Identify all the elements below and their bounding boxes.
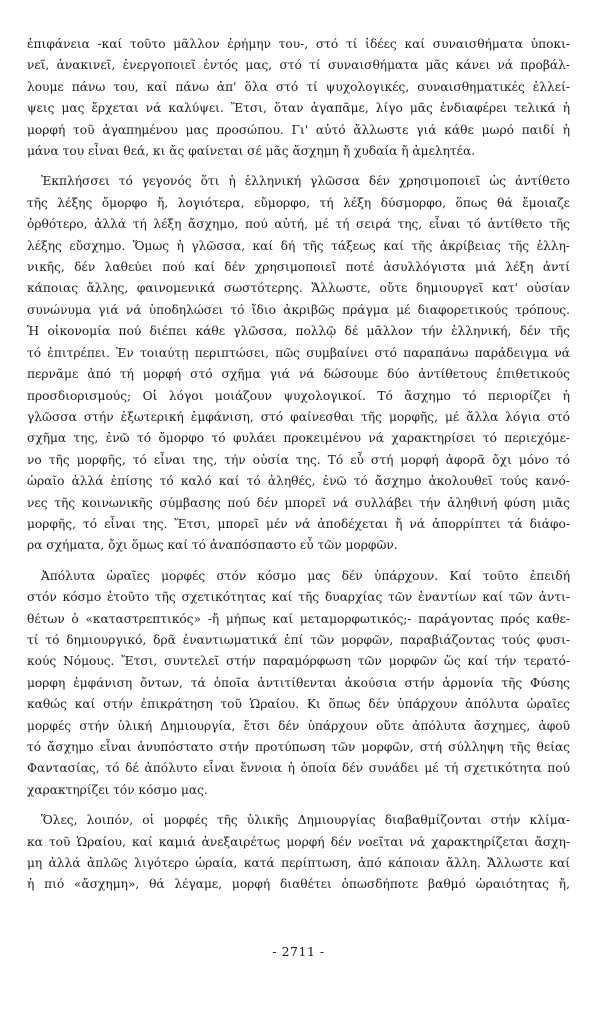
text-line: νικῆς, δέν λαθεύει πού καί δέν χρησιμοποιεῖ ποτέ ἀσυλλόγιστα μιά λέξη ἀντί — [27, 260, 570, 275]
text-line: Ἡ οἰκονομία πού διέπει κάθε γλῶσσα, πολλῷ δέ μᾶλλον τήν ἑλληνική, δέν τῆς — [27, 324, 570, 339]
text-line: ὡραῖο ἀλλά ἐπίσης τό καλό καί τό ἀληθές, ἐνῶ τό ἄσχημο ἀκολουθεῖ τούς κανό- — [27, 474, 570, 489]
text-line: θέτων ὁ «καταστρεπτικός» -ἤ μήπως καί μεταμορφωτικός;- παράγοντας πρός καθε- — [27, 611, 570, 626]
text-line: γλῶσσα στήν ἐξωτερική ἐμφάνιση, στό φαίνεσθαι τῆς μορφῆς, μέ ἄλλα λόγια στό — [27, 409, 570, 424]
text-line: μάνα του εἶναι θεά, κι ἄς φαίνεται σέ μᾶς ἄσχημη ἤ χυδαία ἤ ἀμελητέα. — [27, 144, 476, 159]
paragraph-3 — [27, 566, 570, 801]
text-line: κούς Νόμους. Ἔτσι, συντελεῖ στήν παραμόρφωση τῶν μορφῶν ὥς καί τήν τερατό- — [27, 654, 570, 669]
text-line: τῆς λέξης ὄμορφο ἤ, λογιότερα, εὔμορφο, τή λέξη δύσμορφο, ὅπως θά ἔμοιαζε — [27, 195, 570, 210]
text-line: Ὅλες, λοιπόν, οἱ μορφές τῆς ὑλικῆς Δημιουργίας διαβαθμίζονται στήν κλίμα- — [41, 813, 570, 828]
text-line: μορφή τοῦ ἀγαπημένου μας προσώπου. Γι' αὐτό ἄλλωστε γιά κάθε μωρό παιδί ἡ — [27, 122, 570, 137]
text-line: νεῖ, ἀνακινεῖ, ἐνεργοποιεῖ ἐντός μας, στό τί συναισθήματα μᾶς κάνει νά προβάλ- — [27, 58, 570, 73]
text-line: συνώνυμα γιά νά ὑποδηλώσει τό ἴδιο ἀκριβῶς πράγμα μέ διαφορετικούς τρόπους. — [27, 302, 570, 317]
text-line: στόν κόσμο ἐτοῦτο τῆς σχετικότητας καί τῆς δυαρχίας τῶν ἐναντίων καί τῶν ἀντι- — [27, 590, 570, 605]
text-line: ψεις μας ἔρχεται νά καλύψει. Ἔτσι, ὅταν ἀγαπᾶμε, λίγο μᾶς ἐνδιαφέρει τελικά ἡ — [27, 101, 570, 116]
text-line: Φαντασίας, τό δέ ἀπόλυτο εἶναι ἔννοια ἡ ὁποία δέν συνάδει μέ τή σχετικότητα πού — [27, 761, 570, 776]
text-line: μορφη ἐμφάνιση ὄντων, τά ὁποῖα ἀντιτίθενται ἀκούσια στήν ἁρμονία τῆς Φύσης — [27, 675, 570, 690]
text-line: τό ἄσχημο εἶναι ἀνυπόστατο στήν προτύπωση τῶν μορφῶν, στή σύλληψη τῆς θείας — [27, 740, 570, 754]
page-number: - 2711 - — [272, 944, 325, 959]
text-line: κάποιας ἄλλης, φαινομενικά σωστότερης. Ἄλλωστε, οὔτε δημιουργεῖ κατ' οὐσίαν — [27, 281, 570, 296]
text-line: Ἀπόλυτα ὡραῖες μορφές στόν κόσμο μας δέν ὑπάρχουν. Καί τοῦτο ἐπειδή — [41, 568, 570, 583]
paragraph-4 — [27, 810, 570, 896]
text-line: λουμε πάνω του, καί πάνω ἀπ' ὅλα στό τί ψυχολογικές, συναισθηματικές ἐλλεί- — [27, 79, 570, 94]
text-line: τό ἐπιτρέπει. Ἐν τοιαύτῃ περιπτώσει, πῶς συμβαίνει στό παραπάνω παράδειγμα νά — [27, 345, 570, 360]
text-line: καθώς καί στήν ἐπικράτηση τοῦ Ὡραίου. Κι ὅπως δέν ὑπάρχουν ἀπόλυτα ὡραῖες — [27, 697, 570, 712]
document-page — [27, 34, 570, 896]
text-line: προσδιορισμούς; Οἱ λόγοι μοιάζουν ψυχολογικοί. Τό ἄσχημο τό περιορίζει ἡ — [27, 388, 570, 403]
text-line: Ἐκπλήσσει τό γεγονός ὅτι ἡ ἑλληνική γλῶσσα δέν χρησιμοποιεῖ ὡς ἀντίθετο — [41, 174, 570, 189]
text-line: μορφῆς, τό εἶναι της. Ἔτσι, μπορεῖ μέν νά ἀποδέχεται ἤ νά ἀπορρίπτει τά διάφο- — [27, 516, 570, 531]
text-line: νο τῆς μορφῆς, τό εἶναι της, τήν οὐσία της. Τό εὖ στή μορφή ἀφορᾶ ὄχι μόνο τό — [27, 452, 570, 467]
text-line: σχῆμα της, ἐνῶ τό ὄμορφο τό φυλάει προκειμένου νά χαρακτηρίσει τό περιεχόμε- — [27, 431, 570, 446]
text-line: περνᾶμε ἀπό τή μορφή στό σχῆμα γιά νά δώσουμε δύο ἀντίθετους ἐπιθετικούς — [27, 367, 570, 382]
text-line: ὀρθότερο, ἀλλά τή λέξη ἄσχημο, πού αὐτή, μέ τή σειρά της, εἶναι τό ἀντίθετο τῆς — [27, 217, 570, 232]
text-line: ἐπιφάνεια -καί τοῦτο μᾶλλον ἐρήμην του-, στό τί ἰδέες καί συναισθήματα ὑποκι- — [27, 37, 570, 51]
text-line: χαρακτηρίζει τόν κόσμο μας. — [27, 782, 208, 797]
text-line: λέξης εὔσχημο. Ὅμως ἡ γλῶσσα, καί δή τῆς τάξεως καί τῆς ἀκρίβειας τῆς ἑλλη- — [27, 238, 570, 253]
text-line: μορφές στήν ὑλική Δημιουργία, ἔτσι δέν ὑπάρχουν οὔτε ἀπόλυτα ἄσχημες, ἀφοῦ — [27, 718, 570, 733]
text-line: ἡ πιό «ἄσχημη», θά λέγαμε, μορφή διαθέτει ὁπωσδήποτε βαθμό ὡραιότητας ἤ, — [27, 877, 570, 892]
text-line: ρα σχήματα, ὄχι ὅμως καί τό ἀναπόσπαστο εὖ τῶν μορφῶν. — [27, 538, 398, 553]
paragraph-2 — [27, 171, 570, 556]
paragraph-1 — [27, 34, 570, 162]
text-line: μη ἀλλά ἁπλῶς λιγότερο ὡραία, κατά περίπτωση, ἀπό κάποιαν ἄλλη. Ἄλλωστε καί — [27, 856, 570, 871]
text-line: κα τοῦ Ὡραίου, καί καμιά ἀνεξαιρέτως μορφή δέν νοεῖται νά χαρακτηρίζεται ἄσχη- — [27, 834, 570, 849]
text-line: τί τό δημιουργικό, δρᾶ ἐναντιωματικά ἐπί τῶν μορφῶν, παραβιάζοντας τούς φυσι- — [27, 632, 570, 647]
text-line: νες τῆς κοινωνικῆς σύμβασης πού δέν μπορεῖ νά συλλάβει τήν ἀληθινή φύση μιᾶς — [27, 495, 570, 510]
